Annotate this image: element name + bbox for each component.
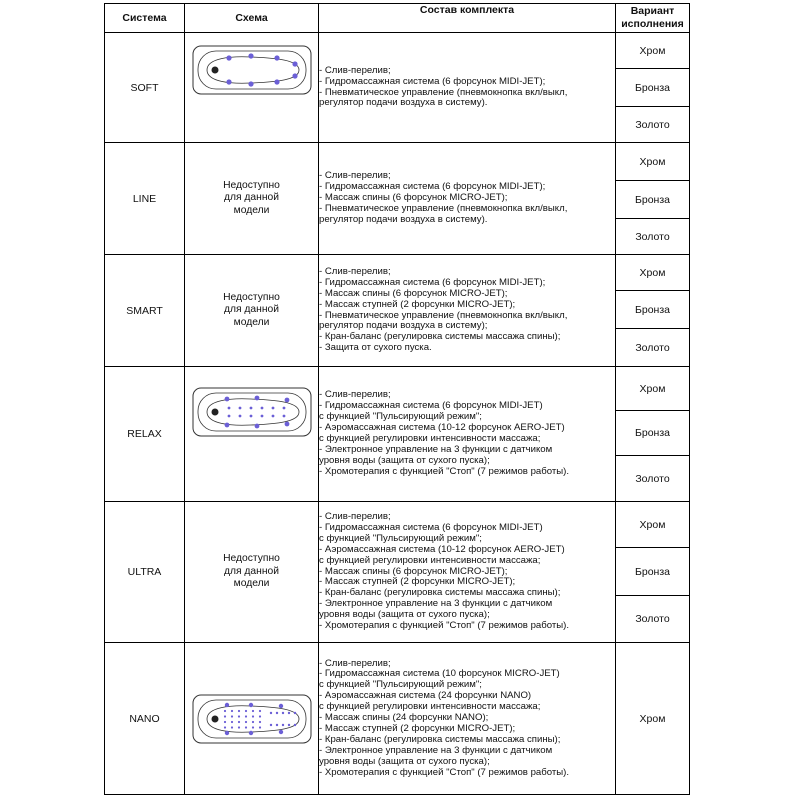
kit-item: с функцией регулировки интенсивности массажа; (319, 701, 541, 713)
kit-item: - Кран-баланс (регулировка системы массажа спины); (319, 733, 561, 745)
system-name: ULTRA (105, 502, 185, 643)
kit-item: - Слив-перелив; (319, 511, 391, 523)
header-variant: Вариант исполнения (616, 4, 690, 33)
kit-contents (319, 502, 616, 643)
kit-item: с функцией "Пульсирующий режим"; (319, 411, 482, 423)
kit-item: - Пневматическое управление (пневмокнопка вкл/выкл, (319, 86, 568, 98)
unavailable-note: Недоступно (223, 553, 280, 565)
kit-item: - Хромотерапия с функцией "Стоп" (7 режимов работы). (319, 465, 570, 477)
kit-item: - Слив-перелив; (319, 657, 391, 669)
kit-item: - Массаж спины (6 форсунок MICRO-JET); (319, 565, 508, 577)
header-row (105, 4, 690, 33)
finish-variant: Золото (616, 219, 690, 255)
table-row (105, 33, 690, 69)
kit-item: - Электронное управление на 3 функции с датчиком (319, 443, 553, 455)
bathtub-diagram-icon (191, 386, 313, 438)
table-row (105, 255, 690, 291)
kit-item: - Гидромассажная система (6 форсунок MIDI-JET); (319, 276, 546, 288)
scheme-cell (185, 502, 319, 643)
kit-item: - Аэромассажная система (10-12 форсунок AERO-JET) (319, 422, 565, 434)
finish-variant: Бронза (616, 291, 690, 329)
unavailable-note: для данной (223, 192, 280, 204)
unavailable-note: модели (233, 316, 270, 328)
kit-item: - Пневматическое управление (пневмокнопка вкл/выкл, (319, 309, 568, 321)
unavailable-note: модели (233, 204, 270, 216)
scheme-image (185, 643, 318, 794)
kit-item: с функцией регулировки интенсивности массажа; (319, 433, 541, 444)
kit-item: - Гидромассажная система (10 форсунок MICRO-JET) (319, 668, 560, 680)
kit-item: уровня воды (защита от сухого пуска); (319, 454, 490, 466)
kit-item: - Слив-перелив; (319, 389, 391, 401)
table-row (105, 143, 690, 181)
kit-item: - Хромотерапия с функцией "Стоп" (7 режимов работы). (319, 766, 570, 778)
kit-item: - Электронное управление на 3 функции с датчиком (319, 744, 553, 756)
finish-variant: Бронза (616, 69, 690, 107)
bathtub-diagram-icon (191, 44, 313, 96)
kit-contents (319, 255, 616, 367)
configuration-table (104, 3, 690, 795)
kit-item: - Кран-баланс (регулировка системы массажа спины); (319, 587, 561, 599)
finish-variant: Хром (616, 33, 690, 69)
table-row (105, 367, 690, 411)
kit-item: - Аэромассажная система (24 форсунки NANO) (319, 690, 532, 702)
table-row (105, 643, 690, 795)
header-contents: Состав комплекта (319, 4, 616, 33)
scheme-cell (185, 643, 319, 795)
scheme-image (185, 367, 318, 456)
kit-item: уровня воды (защита от сухого пуска); (319, 755, 490, 767)
scheme-cell (185, 255, 319, 367)
finish-variant: Хром (616, 143, 690, 181)
header-system: Система (105, 4, 185, 33)
finish-variant: Золото (616, 329, 690, 367)
unavailable-note: для данной (223, 565, 280, 577)
kit-item: - Слив-перелив; (319, 265, 391, 277)
kit-item: с функцией регулировки интенсивности массажа; (319, 554, 541, 566)
kit-item: - Защита от сухого пуска. (319, 342, 432, 354)
finish-variant: Хром (616, 643, 690, 795)
kit-item: - Пневматическое управление (пневмокнопка вкл/выкл, (319, 202, 568, 214)
system-name: NANO (105, 643, 185, 795)
finish-variant: Хром (616, 502, 690, 548)
finish-variant: Золото (616, 107, 690, 143)
scheme-cell (185, 143, 319, 255)
kit-item: - Массаж ступней (2 форсунки MICRO-JET); (319, 298, 516, 310)
kit-item: - Массаж ступней (2 форсунки MICRO-JET); (319, 722, 516, 734)
scheme-image (185, 33, 318, 107)
finish-variant: Золото (616, 456, 690, 502)
finish-variant: Бронза (616, 411, 690, 456)
kit-item: уровня воды (защита от сухого пуска); (319, 609, 490, 621)
system-name: LINE (105, 143, 185, 255)
kit-item: - Гидромассажная система (6 форсунок MIDI-JET) (319, 400, 543, 412)
kit-item: - Массаж спины (6 форсунок MICRO-JET); (319, 287, 508, 299)
kit-item: - Хромотерапия с функцией "Стоп" (7 режимов работы). (319, 620, 570, 632)
kit-item: - Гидромассажная система (6 форсунок MIDI-JET); (319, 75, 546, 87)
finish-variant: Бронза (616, 181, 690, 219)
kit-item: с функцией "Пульсирующий режим"; (319, 532, 482, 544)
kit-item: регулятор подачи воздуха в систему); (319, 320, 488, 332)
kit-item: регулятор подачи воздуха в систему). (319, 213, 488, 225)
scheme-cell (185, 367, 319, 502)
kit-item: - Электронное управление на 3 функции с датчиком (319, 598, 553, 610)
unavailable-note: модели (233, 578, 270, 590)
unavailable-note: Недоступно (223, 291, 280, 303)
kit-contents (319, 367, 616, 502)
unavailable-note: для данной (223, 304, 280, 316)
system-name: RELAX (105, 367, 185, 502)
finish-variant: Золото (616, 596, 690, 643)
header-scheme: Схема (185, 4, 319, 33)
kit-item: - Слив-перелив; (319, 170, 391, 182)
finish-variant: Бронза (616, 548, 690, 596)
kit-item: - Кран-баланс (регулировка системы массажа спины); (319, 331, 561, 343)
table-row (105, 502, 690, 548)
scheme-cell (185, 33, 319, 143)
kit-item: - Аэромассажная система (10-12 форсунок AERO-JET) (319, 543, 565, 555)
finish-variant: Хром (616, 255, 690, 291)
kit-contents (319, 33, 616, 143)
bathtub-diagram-icon (191, 693, 313, 745)
kit-contents (319, 143, 616, 255)
kit-item: - Массаж спины (6 форсунок MICRO-JET); (319, 192, 508, 204)
kit-item: - Массаж спины (24 форсунки NANO); (319, 712, 489, 724)
unavailable-note: Недоступно (223, 179, 280, 191)
kit-contents (319, 643, 616, 795)
kit-item: - Гидромассажная система (6 форсунок MIDI-JET) (319, 521, 543, 533)
kit-item: с функцией "Пульсирующий режим"; (319, 679, 482, 691)
kit-item: - Массаж ступней (2 форсунки MICRO-JET); (319, 576, 516, 588)
kit-item: - Слив-перелив; (319, 64, 391, 76)
kit-item: регулятор подачи воздуха в систему). (319, 97, 488, 109)
system-name: SOFT (105, 33, 185, 143)
finish-variant: Хром (616, 367, 690, 411)
kit-item: - Гидромассажная система (6 форсунок MIDI-JET); (319, 181, 546, 193)
system-name: SMART (105, 255, 185, 367)
